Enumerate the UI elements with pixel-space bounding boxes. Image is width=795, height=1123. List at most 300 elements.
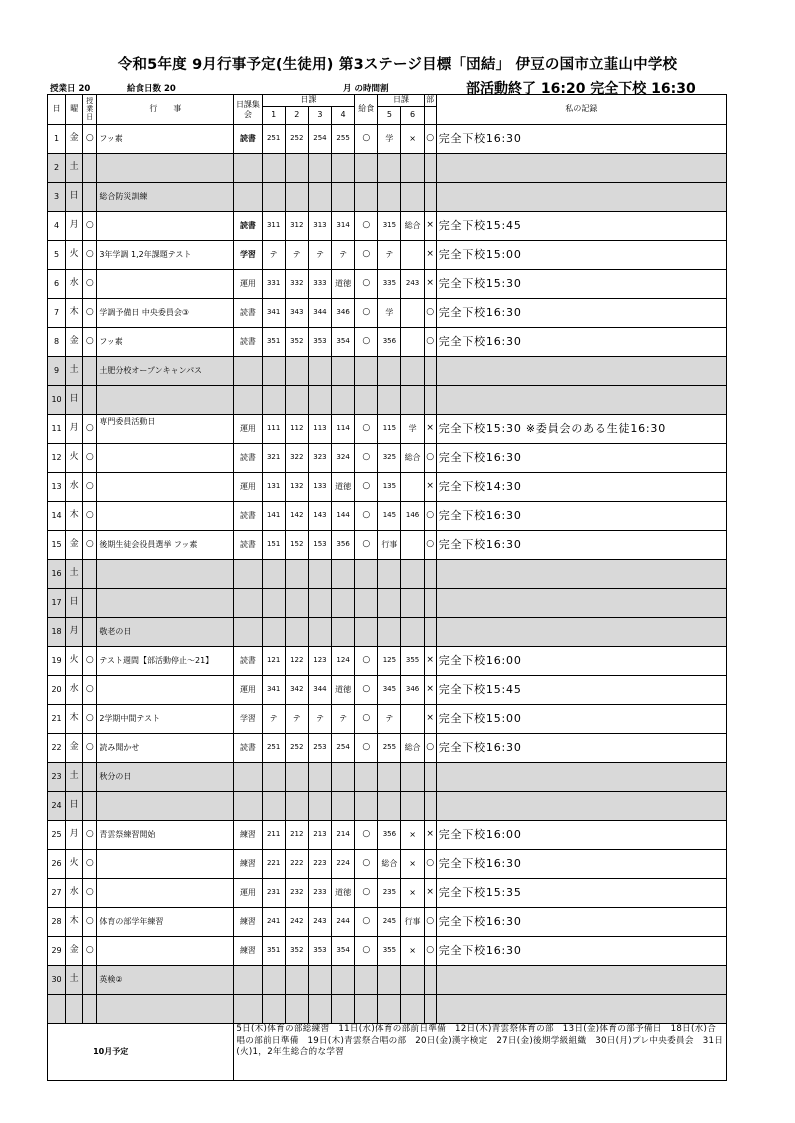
lesson-day-cell xyxy=(83,618,97,647)
event-cell: 総合防災訓練 xyxy=(97,183,234,212)
lesson-day-cell: ○ xyxy=(83,299,97,328)
col-p1: 1 xyxy=(262,107,285,125)
p1-cell xyxy=(262,792,285,821)
schedule-row xyxy=(48,270,727,299)
weekday-cell: 火 xyxy=(66,850,83,879)
memo-cell: 完全下校15:30 ※委員会のある生徒16:30 xyxy=(436,415,726,444)
p2-cell xyxy=(285,154,308,183)
p5-cell: 125 xyxy=(378,647,401,676)
p3-cell xyxy=(308,618,331,647)
p3-cell: 344 xyxy=(308,676,331,705)
p2-cell: 343 xyxy=(285,299,308,328)
lunch-cell: ○ xyxy=(355,270,378,299)
memo-cell: 完全下校14:30 xyxy=(436,473,726,502)
club-cell: × xyxy=(424,270,436,299)
schedule-row xyxy=(48,473,727,502)
p3-cell xyxy=(308,763,331,792)
club-cell: ○ xyxy=(424,734,436,763)
p2-cell: 252 xyxy=(285,734,308,763)
p1-cell: 331 xyxy=(262,270,285,299)
event-cell xyxy=(97,589,234,618)
p6-cell xyxy=(401,763,424,792)
p1-cell: 341 xyxy=(262,299,285,328)
p6-cell: × xyxy=(401,937,424,966)
day-cell: 7 xyxy=(48,299,66,328)
day-cell: 16 xyxy=(48,560,66,589)
event-cell xyxy=(97,154,234,183)
assembly-cell: 読書 xyxy=(234,647,262,676)
assembly-cell: 練習 xyxy=(234,937,262,966)
p5-cell xyxy=(378,792,401,821)
day-cell: 5 xyxy=(48,241,66,270)
day-cell: 15 xyxy=(48,531,66,560)
p1-cell xyxy=(262,763,285,792)
p1-cell: 111 xyxy=(262,415,285,444)
p6-cell xyxy=(401,183,424,212)
p2-cell xyxy=(285,386,308,415)
memo-cell: 完全下校16:30 xyxy=(436,850,726,879)
event-cell xyxy=(97,879,234,908)
p6-cell xyxy=(401,618,424,647)
event-cell xyxy=(97,792,234,821)
assembly-cell xyxy=(234,618,262,647)
lesson-day-cell: ○ xyxy=(83,531,97,560)
p5-cell: 総合 xyxy=(378,850,401,879)
memo-cell xyxy=(436,966,726,995)
p1-cell: 221 xyxy=(262,850,285,879)
lesson-day-cell: ○ xyxy=(83,125,97,154)
event-cell: 秋分の日 xyxy=(97,763,234,792)
day-cell: 10 xyxy=(48,386,66,415)
p5-cell xyxy=(378,589,401,618)
lunch-cell: ○ xyxy=(355,531,378,560)
p3-cell: テ xyxy=(308,705,331,734)
lunch-cell: ○ xyxy=(355,734,378,763)
day-cell: 8 xyxy=(48,328,66,357)
assembly-cell: 読書 xyxy=(234,502,262,531)
event-cell xyxy=(97,676,234,705)
weekday-cell: 水 xyxy=(66,676,83,705)
lunch-cell xyxy=(355,792,378,821)
club-cell xyxy=(424,357,436,386)
p5-cell: テ xyxy=(378,241,401,270)
lunch-cell: ○ xyxy=(355,676,378,705)
schedule-note: 月 の時間割 xyxy=(343,84,389,94)
col-p6: 6 xyxy=(401,107,424,125)
assembly-cell: 読書 xyxy=(234,531,262,560)
p5-cell: 315 xyxy=(378,212,401,241)
weekday-cell: 金 xyxy=(66,531,83,560)
p5-cell: 145 xyxy=(378,502,401,531)
p5-cell: 356 xyxy=(378,328,401,357)
p6-cell xyxy=(401,531,424,560)
memo-cell: 完全下校15:45 xyxy=(436,212,726,241)
p3-cell xyxy=(308,966,331,995)
spare-row xyxy=(48,995,727,1024)
p3-cell: 143 xyxy=(308,502,331,531)
schedule-row xyxy=(48,734,727,763)
schedule-row xyxy=(48,589,727,618)
club-cell: × xyxy=(424,473,436,502)
lunch-cell xyxy=(355,154,378,183)
p1-cell: テ xyxy=(262,705,285,734)
assembly-cell: 読書 xyxy=(234,734,262,763)
lesson-day-cell: ○ xyxy=(83,647,97,676)
p2-cell: テ xyxy=(285,705,308,734)
assembly-cell: 運用 xyxy=(234,879,262,908)
p5-cell: 345 xyxy=(378,676,401,705)
p1-cell: 231 xyxy=(262,879,285,908)
schedule-row xyxy=(48,328,727,357)
p6-cell: × xyxy=(401,125,424,154)
day-cell: 2 xyxy=(48,154,66,183)
p4-cell: テ xyxy=(332,241,355,270)
assembly-cell: 運用 xyxy=(234,270,262,299)
col-club-blank xyxy=(424,107,436,125)
p1-cell: 341 xyxy=(262,676,285,705)
schedule-row xyxy=(48,937,727,966)
weekday-cell: 水 xyxy=(66,270,83,299)
day-cell: 28 xyxy=(48,908,66,937)
p2-cell: 152 xyxy=(285,531,308,560)
assembly-cell: 練習 xyxy=(234,908,262,937)
lunch-cell: ○ xyxy=(355,850,378,879)
assembly-cell: 運用 xyxy=(234,473,262,502)
next-month-label-text: 10月予定 xyxy=(93,1046,129,1056)
lesson-day-cell: ○ xyxy=(83,415,97,444)
p4-cell: テ xyxy=(332,705,355,734)
p5-cell: 325 xyxy=(378,444,401,473)
p2-cell: 232 xyxy=(285,879,308,908)
p5-cell xyxy=(378,966,401,995)
p4-cell: 324 xyxy=(332,444,355,473)
club-cell: ○ xyxy=(424,502,436,531)
p6-cell: 243 xyxy=(401,270,424,299)
lesson-day-cell xyxy=(83,589,97,618)
lunch-cell xyxy=(355,560,378,589)
weekday-cell: 金 xyxy=(66,328,83,357)
p2-cell: 112 xyxy=(285,415,308,444)
p1-cell: 141 xyxy=(262,502,285,531)
weekday-cell: 土 xyxy=(66,560,83,589)
event-cell: 英検② xyxy=(97,966,234,995)
p3-cell xyxy=(308,589,331,618)
day-cell: 23 xyxy=(48,763,66,792)
event-cell: 3年学調 1,2年課題テスト xyxy=(97,241,234,270)
p4-cell xyxy=(332,763,355,792)
lesson-day-cell xyxy=(83,386,97,415)
weekday-cell: 金 xyxy=(66,734,83,763)
event-cell xyxy=(97,937,234,966)
lunch-cell xyxy=(355,763,378,792)
p6-cell: 行事 xyxy=(401,908,424,937)
lesson-day-cell: ○ xyxy=(83,908,97,937)
p4-cell: 244 xyxy=(332,908,355,937)
day-cell: 24 xyxy=(48,792,66,821)
p4-cell xyxy=(332,560,355,589)
day-cell: 9 xyxy=(48,357,66,386)
day-cell: 1 xyxy=(48,125,66,154)
p6-cell: × xyxy=(401,850,424,879)
memo-cell xyxy=(436,386,726,415)
assembly-cell xyxy=(234,966,262,995)
p4-cell: 354 xyxy=(332,937,355,966)
event-cell: 青雲祭練習開始 xyxy=(97,821,234,850)
club-cell: ○ xyxy=(424,531,436,560)
assembly-cell: 学習 xyxy=(234,241,262,270)
p2-cell: 122 xyxy=(285,647,308,676)
assembly-cell xyxy=(234,792,262,821)
p6-cell xyxy=(401,705,424,734)
day-cell: 30 xyxy=(48,966,66,995)
lesson-day-cell: ○ xyxy=(83,734,97,763)
assembly-cell xyxy=(234,386,262,415)
memo-cell: 完全下校15:30 xyxy=(436,270,726,299)
memo-cell: 完全下校15:00 xyxy=(436,241,726,270)
event-cell: 体育の部学年練習 xyxy=(97,908,234,937)
club-cell: ○ xyxy=(424,850,436,879)
club-cell xyxy=(424,763,436,792)
col-lesson-day xyxy=(83,95,97,125)
weekday-cell: 月 xyxy=(66,821,83,850)
club-cell xyxy=(424,154,436,183)
schedule-rows xyxy=(48,125,727,995)
weekday-cell: 土 xyxy=(66,966,83,995)
p1-cell: 241 xyxy=(262,908,285,937)
p5-cell: 115 xyxy=(378,415,401,444)
p1-cell xyxy=(262,589,285,618)
p5-cell: 学 xyxy=(378,299,401,328)
memo-cell: 完全下校16:30 xyxy=(436,299,726,328)
day-cell: 18 xyxy=(48,618,66,647)
p5-cell xyxy=(378,618,401,647)
club-cell xyxy=(424,792,436,821)
lunch-cell: ○ xyxy=(355,879,378,908)
weekday-cell: 木 xyxy=(66,705,83,734)
p6-cell: 346 xyxy=(401,676,424,705)
memo-cell: 完全下校16:00 xyxy=(436,647,726,676)
weekday-cell: 日 xyxy=(66,386,83,415)
col-p2: 2 xyxy=(285,107,308,125)
event-cell: 後期生徒会役員選挙 フッ素 xyxy=(97,531,234,560)
p4-cell xyxy=(332,966,355,995)
p5-cell: 255 xyxy=(378,734,401,763)
p1-cell: 351 xyxy=(262,328,285,357)
p5-cell xyxy=(378,357,401,386)
event-cell: 敬老の日 xyxy=(97,618,234,647)
club-cell: ○ xyxy=(424,937,436,966)
p6-cell xyxy=(401,966,424,995)
assembly-cell xyxy=(234,357,262,386)
assembly-cell: 読書 xyxy=(234,328,262,357)
assembly-cell: 学習 xyxy=(234,705,262,734)
col-assembly: 日課集会 xyxy=(234,95,262,125)
p5-cell: 355 xyxy=(378,937,401,966)
p2-cell: 222 xyxy=(285,850,308,879)
col-p3: 3 xyxy=(308,107,331,125)
event-cell: 学調予備日 中央委員会③ xyxy=(97,299,234,328)
day-cell: 27 xyxy=(48,879,66,908)
club-cell: ○ xyxy=(424,125,436,154)
p3-cell: 213 xyxy=(308,821,331,850)
col-daily-group: 日課 xyxy=(262,95,355,107)
p4-cell: 144 xyxy=(332,502,355,531)
lunch-cell xyxy=(355,966,378,995)
p6-cell xyxy=(401,792,424,821)
p2-cell xyxy=(285,763,308,792)
p6-cell: × xyxy=(401,821,424,850)
event-cell xyxy=(97,444,234,473)
club-end-note: 部活動終了 16:20 完全下校 16:30 xyxy=(466,81,696,97)
col-club: 部 xyxy=(424,95,436,107)
assembly-cell: 運用 xyxy=(234,415,262,444)
p4-cell: 346 xyxy=(332,299,355,328)
day-cell: 29 xyxy=(48,937,66,966)
p2-cell: 342 xyxy=(285,676,308,705)
club-cell: ○ xyxy=(424,299,436,328)
col-lesson-day-label: 授業日 xyxy=(86,97,94,122)
p3-cell: 353 xyxy=(308,328,331,357)
lunch-days: 給食日数 20 xyxy=(127,84,176,94)
p2-cell: 132 xyxy=(285,473,308,502)
lunch-cell: ○ xyxy=(355,328,378,357)
assembly-cell xyxy=(234,589,262,618)
assembly-cell: 運用 xyxy=(234,676,262,705)
next-month-label xyxy=(48,1024,234,1081)
memo-cell: 完全下校16:30 xyxy=(436,444,726,473)
p4-cell: 314 xyxy=(332,212,355,241)
lunch-cell: ○ xyxy=(355,647,378,676)
schedule-row xyxy=(48,444,727,473)
lunch-cell xyxy=(355,386,378,415)
lesson-day-cell xyxy=(83,560,97,589)
p4-cell: 255 xyxy=(332,125,355,154)
club-cell xyxy=(424,386,436,415)
schedule-row xyxy=(48,763,727,792)
event-cell: 2学期中間テスト xyxy=(97,705,234,734)
schedule-row xyxy=(48,357,727,386)
p3-cell: 344 xyxy=(308,299,331,328)
day-cell: 13 xyxy=(48,473,66,502)
lunch-cell: ○ xyxy=(355,821,378,850)
memo-cell: 完全下校15:45 xyxy=(436,676,726,705)
page-title: 令和5年度 9月行事予定(生徒用) 第3ステージ目標「団結」 伊豆の国市立韮山中学校 xyxy=(117,57,678,73)
p4-cell: 道徳 xyxy=(332,270,355,299)
p1-cell xyxy=(262,618,285,647)
club-cell: × xyxy=(424,705,436,734)
p2-cell: 332 xyxy=(285,270,308,299)
p4-cell: 道徳 xyxy=(332,879,355,908)
assembly-cell: 練習 xyxy=(234,821,262,850)
p3-cell: 223 xyxy=(308,850,331,879)
event-cell xyxy=(97,502,234,531)
weekday-cell: 水 xyxy=(66,473,83,502)
p3-cell: テ xyxy=(308,241,331,270)
p2-cell xyxy=(285,357,308,386)
memo-cell: 完全下校16:30 xyxy=(436,502,726,531)
schedule-row xyxy=(48,879,727,908)
memo-cell xyxy=(436,589,726,618)
assembly-cell: 練習 xyxy=(234,850,262,879)
p2-cell: 252 xyxy=(285,125,308,154)
memo-cell: 完全下校16:30 xyxy=(436,531,726,560)
p1-cell: 131 xyxy=(262,473,285,502)
day-cell: 20 xyxy=(48,676,66,705)
memo-cell: 完全下校16:30 xyxy=(436,734,726,763)
p3-cell: 333 xyxy=(308,270,331,299)
club-cell: × xyxy=(424,821,436,850)
lesson-day-cell: ○ xyxy=(83,850,97,879)
p4-cell: 214 xyxy=(332,821,355,850)
schedule-row xyxy=(48,850,727,879)
p2-cell xyxy=(285,589,308,618)
day-cell: 22 xyxy=(48,734,66,763)
schedule-row xyxy=(48,241,727,270)
p6-cell: 総合 xyxy=(401,734,424,763)
p6-cell xyxy=(401,328,424,357)
assembly-cell: 読書 xyxy=(234,125,262,154)
lunch-cell: ○ xyxy=(355,473,378,502)
event-cell xyxy=(97,850,234,879)
schedule-row xyxy=(48,908,727,937)
lesson-day-cell xyxy=(83,763,97,792)
lunch-cell xyxy=(355,589,378,618)
assembly-cell xyxy=(234,154,262,183)
p3-cell xyxy=(308,357,331,386)
lesson-day-cell: ○ xyxy=(83,241,97,270)
day-cell: 14 xyxy=(48,502,66,531)
club-cell xyxy=(424,966,436,995)
schedule-row xyxy=(48,560,727,589)
schedule-row xyxy=(48,125,727,154)
p1-cell xyxy=(262,183,285,212)
lunch-cell: ○ xyxy=(355,502,378,531)
assembly-cell: 読書 xyxy=(234,444,262,473)
p5-cell: 335 xyxy=(378,270,401,299)
memo-cell xyxy=(436,357,726,386)
weekday-cell: 月 xyxy=(66,212,83,241)
p1-cell xyxy=(262,560,285,589)
p3-cell xyxy=(308,386,331,415)
p1-cell: 251 xyxy=(262,125,285,154)
memo-cell xyxy=(436,618,726,647)
lunch-cell: ○ xyxy=(355,415,378,444)
memo-cell xyxy=(436,183,726,212)
assembly-cell xyxy=(234,763,262,792)
event-cell xyxy=(97,560,234,589)
lesson-day-cell: ○ xyxy=(83,937,97,966)
day-cell: 21 xyxy=(48,705,66,734)
lunch-cell xyxy=(355,183,378,212)
lesson-day-cell: ○ xyxy=(83,879,97,908)
weekday-cell: 金 xyxy=(66,125,83,154)
p3-cell xyxy=(308,183,331,212)
p1-cell: 311 xyxy=(262,212,285,241)
p1-cell: 121 xyxy=(262,647,285,676)
lesson-day-cell: ○ xyxy=(83,270,97,299)
p4-cell: 道徳 xyxy=(332,676,355,705)
memo-cell xyxy=(436,763,726,792)
p6-cell xyxy=(401,299,424,328)
p4-cell: 254 xyxy=(332,734,355,763)
p2-cell: 352 xyxy=(285,937,308,966)
weekday-cell: 土 xyxy=(66,154,83,183)
schedule-row xyxy=(48,966,727,995)
p3-cell: 323 xyxy=(308,444,331,473)
lunch-cell: ○ xyxy=(355,125,378,154)
event-cell: 専門委員活動日 xyxy=(97,415,234,444)
p2-cell xyxy=(285,183,308,212)
